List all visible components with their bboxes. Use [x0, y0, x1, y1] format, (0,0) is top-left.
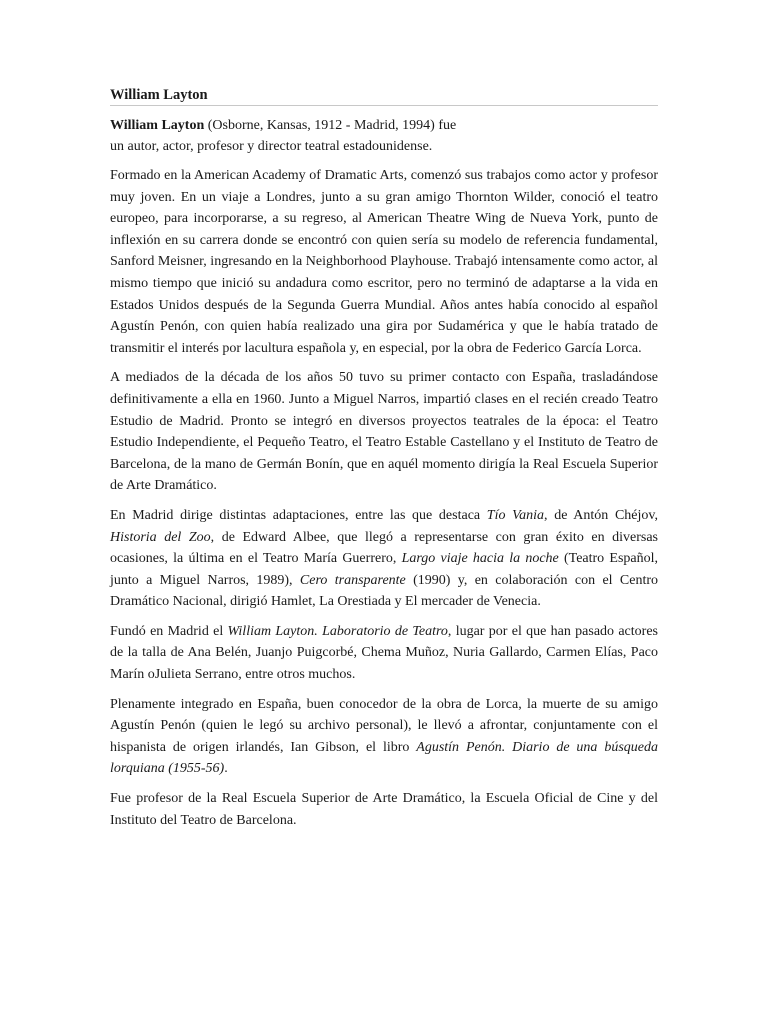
- lead-paragraph: [110, 115, 658, 157]
- paragraph-adaptations: [110, 505, 658, 613]
- text-run: (1990) y, en colaboración con el Centro Dramático Nacional, dirigió Hamlet, La Orestiada y El mercader de Venecia.: [110, 572, 658, 610]
- paragraph-spain-arrival: A mediados de la década de los años 50 tuvo su primer contacto con España, trasladándose definitivamente a ella en 1960. Junto a Miguel Narros, impartió clases en el recién creado Teatro Estudio de Madrid. Pronto se integró en diversos proyectos teatrales de la época: el Teatro Estudio Independiente, el Pequeño Teatro, el Teatro Estable Castellano y el Instituto de Teatro de Barcelona, de la mano de Germán Bonín, que en aquél momento dirigía la Real Escuela Superior de Arte Dramático.: [110, 370, 658, 494]
- article-title: William Layton: [110, 86, 658, 106]
- text-run: , lugar por el que han pasado actores de la talla de Ana Belén, Juanjo Puigcorbé, Chema Muñoz, Nuria Gallardo, Carmen Elías, Paco Marín oJulieta Serrano, entre otros muchos.: [110, 623, 658, 683]
- subject-name: William Layton: [110, 118, 205, 133]
- lead-text-1: (Osborne, Kansas, 1912 - Madrid, 1994) fue: [204, 118, 457, 133]
- paragraph-lorca: [110, 694, 658, 780]
- text-run: .: [224, 761, 228, 777]
- lead-text-2: un autor, actor, profesor y director teatral estadounidense.: [110, 139, 433, 154]
- paragraph-laboratory: [110, 621, 658, 686]
- work-title: Cero transparente: [299, 572, 406, 588]
- text-run: Plenamente integrado en España, buen conocedor de la obra de Lorca, la muerte de su amigo Agustín Penón (quien le legó su archivo personal), le llevó a afrontar, conjuntamente con el hispanista de origen irlandés, Ian Gibson, el libro: [110, 696, 658, 755]
- text-run: Fundó en Madrid el: [110, 623, 228, 639]
- text-run: , de Antón Chéjov,: [544, 507, 658, 523]
- text-run: , de Edward Albee, que llegó a representarse con gran éxito en diversas ocasiones, la última en el Teatro María Guerrero,: [110, 529, 658, 567]
- paragraph-teaching: Fue profesor de la Real Escuela Superior de Arte Dramático, la Escuela Oficial de Cine y del Instituto del Teatro de Barcelona.: [110, 791, 658, 828]
- book-title: Agustín Penón. Diario de una búsqueda lorquiana (1955-56): [110, 739, 658, 777]
- text-run: (Teatro Español, junto a Miguel Narros, 1989),: [110, 551, 658, 588]
- work-title: Tío Vania: [486, 507, 545, 523]
- work-title: Largo viaje hacia la noche: [401, 551, 559, 567]
- work-title: Historia del Zoo: [110, 529, 211, 545]
- work-title: William Layton. Laboratorio de Teatro: [227, 623, 448, 639]
- document-page: [110, 86, 658, 831]
- text-run: En Madrid dirige distintas adaptaciones, entre las que destaca: [110, 507, 487, 523]
- paragraph-training: Formado en la American Academy of Dramatic Arts, comenzó sus trabajos como actor y profesor muy joven. En un viaje a Londres, junto a su gran amigo Thornton Wilder, conoció el teatro europeo, para incorporarse, a su regreso, al American Theatre Wing de Nueva York, punto de inflexión en su carrera donde se encontró con quien sería su modelo de referencia fundamental, Sanford Meisner, ingresando en la Neighborhood Playhouse. Trabajó intensamente como actor, al mismo tiempo que inició su andadura como escritor, pero no terminó de adaptarse a la vida en Estados Unidos después de la Segunda Guerra Mundial. Años antes había conocido al español Agustín Penón, con quien había realizado una gira por Sudamérica y que le había tratado de transmitir el interés por lacultura española y, en especial, por la obra de Federico García Lorca.: [110, 168, 658, 356]
